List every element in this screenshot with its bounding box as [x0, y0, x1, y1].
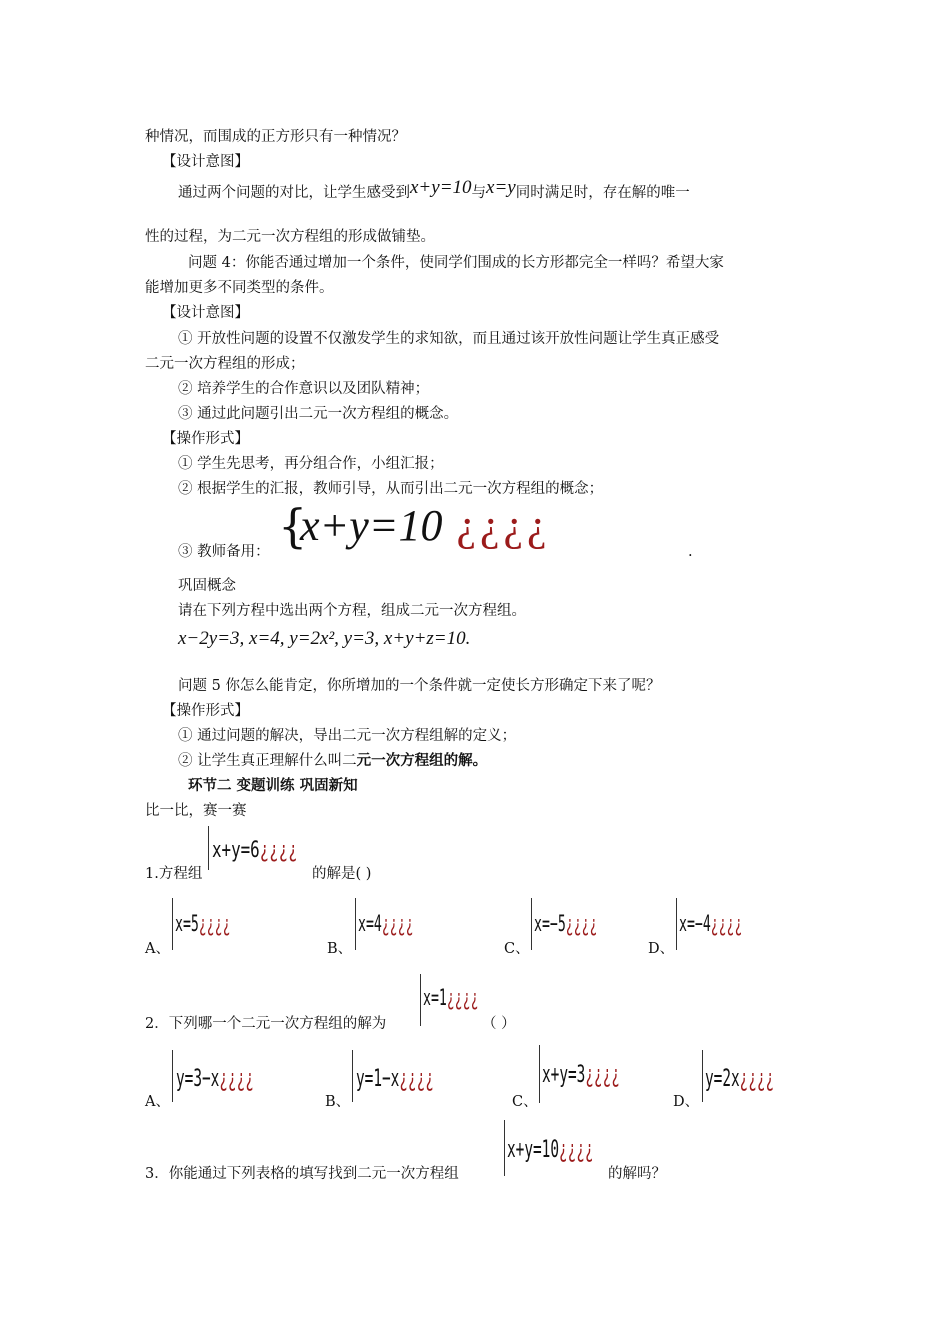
question-3-prefix: 3．你能通过下列表格的填写找到二元一次方程组 [145, 1166, 459, 1182]
option-c-equation[interactable]: x+y=3¿¿¿¿ [542, 1060, 621, 1088]
text-line: 比一比，赛一赛 [145, 803, 247, 819]
inline-equation: x=y [486, 177, 516, 198]
option-a-label: A、 [145, 941, 170, 957]
option-b-label: B、 [327, 941, 353, 957]
text-line: 巩固概念 [178, 578, 236, 594]
brace-icon: { [278, 499, 308, 553]
text-line: ① 通过问题的解决，导出二元一次方程组解的定义； [178, 728, 517, 744]
equation-list: x−2y=3, x=4, y=2x², y=3, x+y+z=10. [178, 628, 471, 649]
question-2-prefix: 2．下列哪一个二元一次方程组的解为 [145, 1016, 387, 1032]
text-line: ① 学生先思考，再分组合作，小组汇报； [178, 456, 444, 472]
option-c-label: C、 [504, 941, 530, 957]
option-d-label: D、 [673, 1094, 700, 1110]
document-page: 种情况，而围成的正方形只有一种情况？ 【设计意图】 通过两个问题的对比，让学生感受到x+y=10与x=y同时满足时，存在解的唯一 性的过程，为二元一次方程组的形成做铺垫。 问题 4：你能否通过增加一个条件，使同学们围成的长方形都完全一样吗？希望大家 能增加更多不同类型的条件。 【设计意图】 ① 开放性问题的设置不仅激发学生的求知欲，而且通过该开放性问题让学生真正感受 二元一次方程组的形成； ② 培养学生的合作意识以及团队精神； ③ 通过此问题引出二元一次方程组的概念。 【操作形式】 ① 学生先思考，再分组合作，小组汇报； ② 根据学生的汇报，教师引导，从而引出二元一次方程组的概念； ③ 教师备用： { x+y=10 ¿¿¿¿ . 巩固概念 请在下列方程中选出两个方程，组成二元一次方程组。 x−2y=3, x=4, y=2x², y=3, x+y+z=10. 问题 5 你怎么能肯定，你所增加的一个条件就一定使长方形确定下来了呢？ 【操作形式】 ① 通过问题的解决，导出二元一次方程组解的定义； ② 让学生真正理解什么叫二元一次方程组的解。 环节二 变题训练 巩固新知 比一比，赛一赛 1.方程组 x+y=6¿¿¿¿ 的解是( ) A、 x=5¿¿¿¿ B、 x=4¿¿¿¿ C、 x=−5¿¿¿¿ D、 x=−4¿¿¿¿ 2．下列哪一个二元一次方程组的解为 x=1¿¿¿¿ （ ） A、 y=3−x¿¿¿¿ B、 y=1−x¿¿¿¿ C、 x+y=3¿¿¿¿ D、 y=2x¿¿¿¿ 3．你能通过下列表格的填写找到二元一次方程组 x+y=10¿¿¿¿ 的解吗？ [145, 129, 775, 1182]
text-line: ② 根据学生的汇报，教师引导，从而引出二元一次方程组的概念； [178, 481, 604, 497]
text-line: 通过两个问题的对比，让学生感受到x+y=10与x=y同时满足时，存在解的唯一 [178, 177, 690, 201]
text-line: 问题 5 你怎么能肯定，你所增加的一个条件就一定使长方形确定下来了呢？ [178, 678, 661, 694]
option-c-label: C、 [512, 1094, 538, 1110]
option-a-label: A、 [145, 1094, 170, 1110]
question-3-equation: x+y=10¿¿¿¿ [507, 1135, 594, 1163]
inline-equation: x+y=10 [410, 177, 472, 198]
text-line: 二元一次方程组的形成； [145, 356, 305, 372]
question-2-suffix: （ ） [482, 1016, 516, 1032]
text-line: 能增加更多不同类型的条件。 [145, 280, 334, 296]
section-title: 环节二 变题训练 巩固新知 [188, 778, 358, 794]
option-d-label: D、 [648, 941, 675, 957]
text-line: ② 让学生真正理解什么叫二元一次方程组的解。 [178, 753, 488, 769]
section-heading: 【设计意图】 [162, 154, 249, 170]
section-heading: 【操作形式】 [162, 431, 249, 447]
option-b-equation[interactable]: y=1−x¿¿¿¿ [356, 1064, 435, 1092]
text-line: ③ 通过此问题引出二元一次方程组的概念。 [178, 406, 459, 422]
option-b-label: B、 [325, 1094, 351, 1110]
text-line: 种情况，而围成的正方形只有一种情况？ [145, 129, 406, 145]
text-line: 问题 4：你能否通过增加一个条件，使同学们围成的长方形都完全一样吗？希望大家 [188, 255, 724, 271]
option-d-equation[interactable]: y=2x¿¿¿¿ [705, 1064, 775, 1092]
text-line: ③ 教师备用： [178, 544, 270, 560]
question-1-prefix: 1.方程组 [145, 866, 203, 882]
question-1-equation: x+y=6¿¿¿¿ [212, 838, 298, 863]
option-a-equation[interactable]: x=5¿¿¿¿ [175, 912, 231, 937]
option-b-equation[interactable]: x=4¿¿¿¿ [358, 912, 414, 937]
question-1-suffix: 的解是( ) [312, 866, 372, 882]
option-d-equation[interactable]: x=−4¿¿¿¿ [679, 912, 743, 937]
section-heading: 【操作形式】 [162, 703, 249, 719]
section-heading: 【设计意图】 [162, 305, 249, 321]
question-2-equation: x=1¿¿¿¿ [423, 986, 479, 1011]
equation-system: x+y=10 ¿¿¿¿ [300, 501, 551, 550]
option-c-equation[interactable]: x=−5¿¿¿¿ [534, 912, 598, 937]
text-line: 请在下列方程中选出两个方程，组成二元一次方程组。 [178, 603, 526, 619]
text-line: ① 开放性问题的设置不仅激发学生的求知欲，而且通过该开放性问题让学生真正感受 [178, 331, 720, 347]
question-3-suffix: 的解吗？ [608, 1166, 666, 1182]
option-a-equation[interactable]: y=3−x¿¿¿¿ [176, 1064, 255, 1092]
text-line: ② 培养学生的合作意识以及团队精神； [178, 381, 430, 397]
text-line: 性的过程，为二元一次方程组的形成做铺垫。 [145, 229, 435, 245]
